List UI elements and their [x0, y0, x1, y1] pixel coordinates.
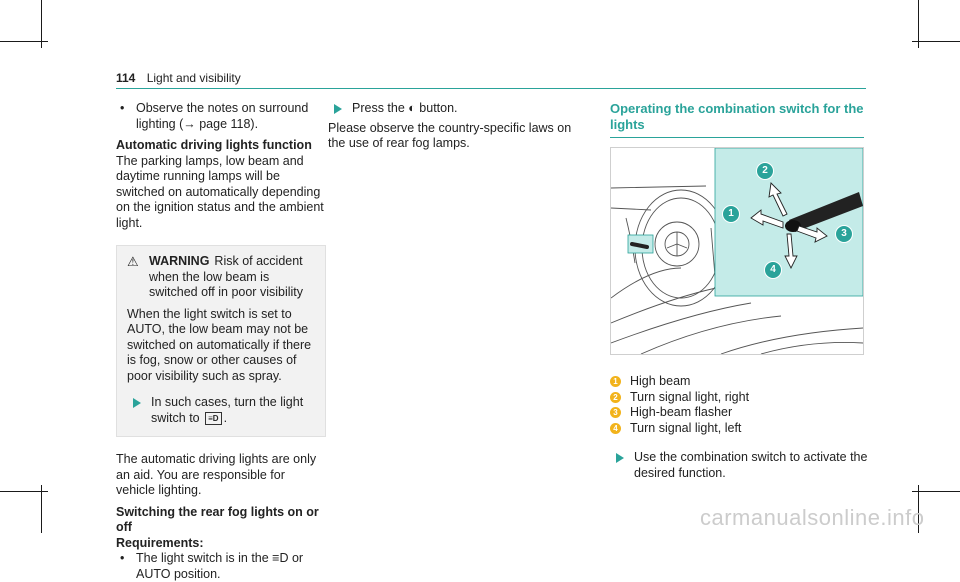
- bullet-surround-lighting: • Observe the notes on surround lighting (→ page 118).: [116, 101, 326, 132]
- warning-triangle-icon: ⚠: [127, 254, 139, 269]
- callout-3: 3: [835, 225, 853, 243]
- column-left: [116, 101, 326, 582]
- page-number: 114: [116, 71, 136, 85]
- warning-step: In such cases, turn the light switch to ≡D .: [127, 395, 315, 426]
- low-beam-symbol-icon: ≡D: [205, 412, 221, 425]
- illustration-svg: [611, 148, 863, 354]
- warning-body: When the light switch is set to AUTO, the low beam may not be switched on automatically if there is fog, snow or other causes of poor visibility such as spray.: [127, 306, 312, 383]
- aid-text: The automatic driving lights are only an aid. You are responsible for vehicle lighting.: [116, 452, 317, 497]
- legend-item: [610, 405, 868, 421]
- legend-item: [610, 421, 868, 437]
- automatic-lights-intro: The parking lamps, low beam and daytime running lamps will be switched on automatically depending on the ignition status and the ambient light.: [116, 153, 324, 230]
- legend-item: [610, 390, 868, 406]
- warning-box: [116, 245, 326, 437]
- column-right: [610, 101, 868, 481]
- combination-step-text: Use the combination switch to activate the desired function.: [634, 450, 868, 480]
- fog-note: Please observe the country-specific laws on the use of rear fog lamps.: [328, 120, 572, 150]
- section-rule: [610, 137, 864, 138]
- legend-text: Turn signal light, right: [630, 389, 750, 404]
- requirement-bullet: • The light switch is in the ≡D or AUTO position.: [116, 551, 326, 582]
- crop-mark: [912, 491, 960, 492]
- legend: [610, 374, 868, 436]
- warning-title: WARNING: [149, 254, 210, 268]
- legend-text: Turn signal light, left: [630, 420, 742, 435]
- crop-mark: [912, 41, 960, 42]
- legend-item: [610, 374, 868, 390]
- header-rule: [116, 88, 866, 89]
- heading-rear-fog: Switching the rear fog lights on or off: [116, 504, 319, 534]
- section-heading-combination-switch: Operating the combination switch for the lights: [610, 101, 864, 132]
- legend-text: High-beam flasher: [630, 405, 733, 419]
- legend-number: 1: [610, 376, 621, 387]
- callout-1: 1: [722, 205, 740, 223]
- step-arrow-icon: [334, 104, 342, 114]
- legend-number: 2: [610, 392, 621, 403]
- fog-step-text: Press the ◐ button.: [352, 101, 458, 115]
- legend-text: High beam: [630, 374, 691, 388]
- crop-mark: [0, 491, 48, 492]
- crop-mark: [0, 41, 48, 42]
- page-header: [116, 71, 241, 85]
- column-middle: [328, 101, 578, 152]
- combination-step: [610, 450, 868, 481]
- callout-4: 4: [764, 261, 782, 279]
- warning-lead: Risk of accident when the low beam is switched off in poor visibility: [149, 254, 304, 299]
- legend-number: 3: [610, 407, 621, 418]
- legend-number: 4: [610, 423, 621, 434]
- crop-mark: [41, 485, 42, 533]
- section-title: Light and visibility: [146, 71, 241, 85]
- requirements-label: Requirements:: [116, 535, 204, 550]
- watermark: carmanualsonline.info: [700, 505, 925, 530]
- fog-step: [328, 101, 578, 117]
- step-arrow-icon: [616, 453, 624, 463]
- combination-switch-illustration: [610, 147, 864, 355]
- heading-automatic-lights: Automatic driving lights function: [116, 138, 312, 152]
- step-arrow-icon: [133, 398, 141, 408]
- warning-step-text: In such cases, turn the light switch to: [151, 395, 304, 425]
- callout-2: 2: [756, 162, 774, 180]
